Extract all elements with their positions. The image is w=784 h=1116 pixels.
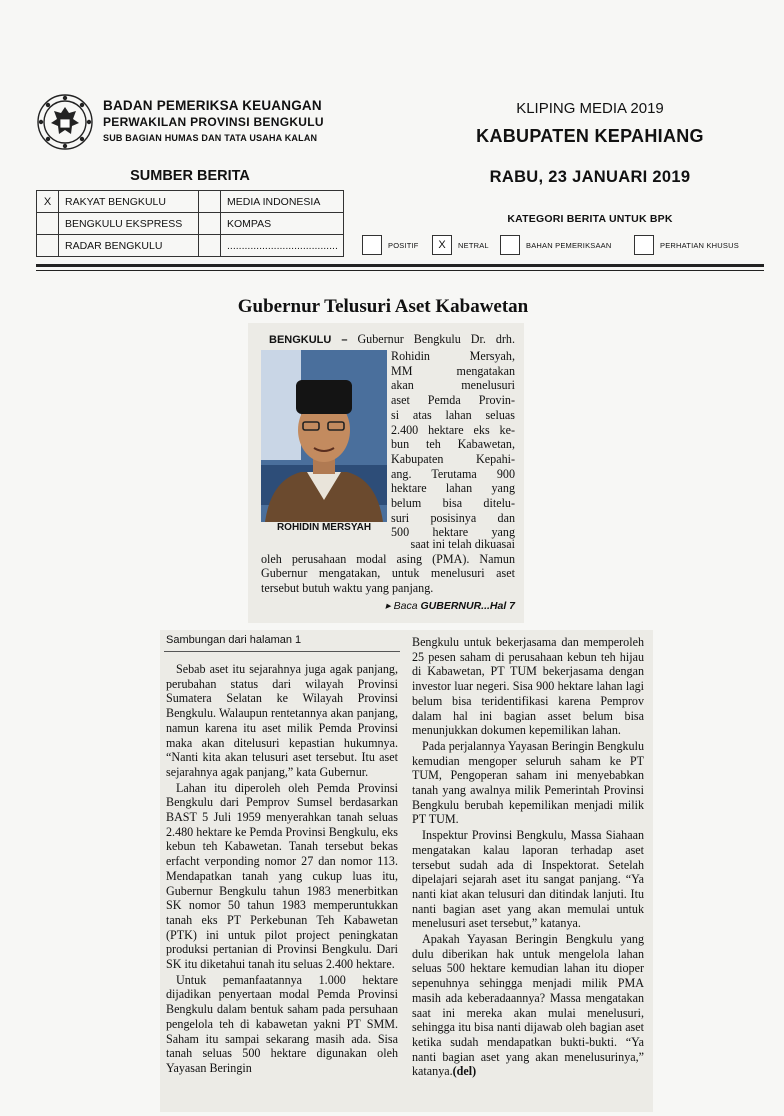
article-lead-narrow [269,332,515,540]
continuation-label: Sambungan dari halaman 1 [166,634,302,646]
source-row [37,191,344,213]
body-paragraph: Bengkulu untuk bekerjasama dan memperoleh 25 pesen saham di perusahaan kebun teh hijau di Kabawetan, PT TUM bekerjasama dengan investor luar negeri. Sisa 900 hektare lahan lagi belum bisa teridentifikasi karena Pemprov dalam hal ini bagian asset belum bisa menunjukkan dokumen kepemilikan lahan. [412,635,644,738]
portrait-illustration [261,350,387,522]
category-label: NETRAL [458,240,489,250]
category-label: POSITIF [388,240,419,250]
lead-line: bun teh Kabawetan, [391,437,515,452]
body-paragraph: Untuk pemanfaatannya 1.000 hektare dijadikan penyertaan modal Pemda Provinsi Bengkulu dalam bentuk saham pada persuhaan pengelola teh di kabawetan yakni PT SMM. Saham itu sampai sekarang masih ada. Sisa tanah seluas 500 hektare digunakan oleh Yayasan Beringin [166,972,398,1075]
source-name: RAKYAT BENGKULU [59,191,199,213]
category-positif [362,233,419,257]
sources-table [36,190,344,257]
lead-line: 500 hektare yang [391,525,515,540]
category-checkbox [362,235,382,255]
category-checkbox [500,235,520,255]
region-title: KABUPATEN KEPAHIANG [476,126,704,146]
category-netral [432,233,489,257]
lead-line: si atas lahan seluas [391,407,515,422]
bpk-emblem-logo [36,93,94,151]
baca-prefix: Baca [393,600,421,612]
body-paragraph [412,932,644,1079]
org-name: BADAN PEMERIKSA KEUANGAN [103,98,322,113]
source-mark [37,213,59,235]
source-name: MEDIA INDONESIA [221,191,344,213]
category-label: PERHATIAN KHUSUS [660,240,739,250]
governor-photo [261,350,387,522]
baca-ref: GUBERNUR...Hal 7 [420,600,515,612]
lead-line: saat ini telah dikuasai [410,537,515,551]
continuation-divider [164,651,400,652]
body-paragraph: Inspektur Provinsi Bengkulu, Massa Siahaan mengatakan kalau laporan terhadap aset tersebut sudah ada di Inspektorat. Setelah dipelajari sejarah aset itu sangat panjang. “Ya nanti kiat akan telusuri dan ditindak lanjuti. Itu nanti bagian aset yang akan memulai untuk menelusuri aset tersebut,” katanya. [412,828,644,931]
source-name: RADAR BENGKULU [59,235,199,257]
category-label: BAHAN PEMERIKSAAN [526,240,612,250]
photo-caption: ROHIDIN MERSYAH [276,522,372,533]
article-byline [269,332,515,348]
final-paragraph-text: Apakah Yayasan Beringin Bengkulu yang dulu diberikan hak untuk mengelola lahan seluas 500 hektare kemudian lahan itu dioper sepenuhnya sehingga menjadi milik PMA masih ada keberadaannya? Massa mengatakan saat ini mereka akan mulai menelusuri, sehingga itu bisa nanti dijawab oleh bagian aset ketika sudah mendapatkan bukti-bukti. “Ya nanti bagian aset yang akan menelusurinya,” katanya. [412,932,644,1079]
lead-paragraph: oleh perusahaan modal asing (PMA). Namun Gubernur mengatakan, untuk menelusuri aset tersebut butuh waktu yang panjang. [261,551,515,596]
continue-reference [261,600,515,612]
organization-block [103,98,324,146]
article-headline: Gubernur Telusuri Aset Kabawetan [237,296,529,317]
header-divider-thin [36,270,764,271]
continuation-column-right [412,635,644,1080]
body-paragraph: Pada perjalannya Yayasan Beringin Bengkulu kemudian mengoper seluruh saham ke PT TUM, Pengoperan saham ini menyebabkan tanah yang awalnya milik Pemerintah Provinsi Bengkulu berubah kepemilikan menjadi milik PT TUM. [412,738,644,827]
lead-line: Kabupaten Kepahi- [391,451,515,466]
lead-line: ang. Terutama 900 [391,466,515,481]
lead-line: 2.400 hektare eks ke- [391,422,515,437]
org-subdivision: SUB BAGIAN HUMAS DAN TATA USAHA KALAN [103,133,318,143]
source-row [37,235,344,257]
source-mark [199,235,221,257]
lead-line: MM mengatakan [391,363,515,378]
sources-title: SUMBER BERITA [130,168,250,184]
lead-line: suri posisinya dan [391,510,515,525]
kliping-title: KLIPING MEDIA 2019 [516,100,664,117]
category-checkbox: X [432,235,452,255]
lead-line: aset Pemda Provin- [391,393,515,408]
category-perhatian-khusus [634,233,739,257]
byline-text: Gubernur Bengkulu Dr. drh. [347,332,515,346]
category-bahan-pemeriksaan [500,233,612,257]
body-paragraph: Lahan itu diperoleh oleh Pemda Provinsi Bengkulu dari Pemprov Sumsel berdasarkan BAST 5 Juli 1959 menyerahkan tanah seluas 2.480 hektare ke Pemda Provinsi Bengkulu, eks kebun teh Kabawetan. Tanah tersebut bekas erfacht verponding nomor 27 dan nomor 113. Mendapatkan tanah yang cukup luas itu, Gubernur Bengkulu tahun 1983 menerbitkan SK nomor 50 tahun 1983 memperuntukkan tanah eks PT Perkebunan Teh Kabawetan (PTK) ini untuk pilot project peningkatan produksi pertanian di Provinsi Bengkulu. Dari SK itu diketahui tanah itu seluas 2.400 hektare. [166,780,398,972]
article-lead-wide [261,537,515,596]
lead-line: belum bisa ditelu- [391,496,515,511]
source-mark [199,191,221,213]
body-paragraph: Sebab aset itu sejarahnya juga agak panjang, perubahan status dari wilayah Provinsi Sumatera Selatan ke Wilayah Provinsi Bengkulu. Walaupun rentetannya akan panjang, namun karena itu aset milik Pemda Provinsi maka akan ditelusuri kepastian hukumnya. “Nanti kita akan telusuri aset tersebut. Itu aset sejarahnya agak panjang,” kata Gubernur. [166,662,398,779]
byline-place: BENGKULU – [269,334,348,346]
author-signoff: (del) [452,1064,477,1079]
org-branch: PERWAKILAN PROVINSI BENGKULU [103,115,324,129]
arrow-icon: ▸ [385,600,394,612]
source-mark: X [37,191,59,213]
source-name: KOMPAS [221,213,344,235]
category-checkbox [634,235,654,255]
source-mark [199,213,221,235]
continuation-column-left [166,662,398,1077]
category-title: KATEGORI BERITA UNTUK BPK [507,213,673,225]
lead-line: Rohidin Mersyah, [391,349,515,363]
source-name: ...................................... [221,235,344,257]
source-row [37,213,344,235]
source-name: BENGKULU EKSPRESS [59,213,199,235]
header-divider [36,264,764,267]
lead-line: hektare lahan yang [391,481,515,496]
source-mark [37,235,59,257]
date-title: RABU, 23 JANUARI 2019 [489,168,691,186]
lead-line: akan menelusuri [391,378,515,393]
